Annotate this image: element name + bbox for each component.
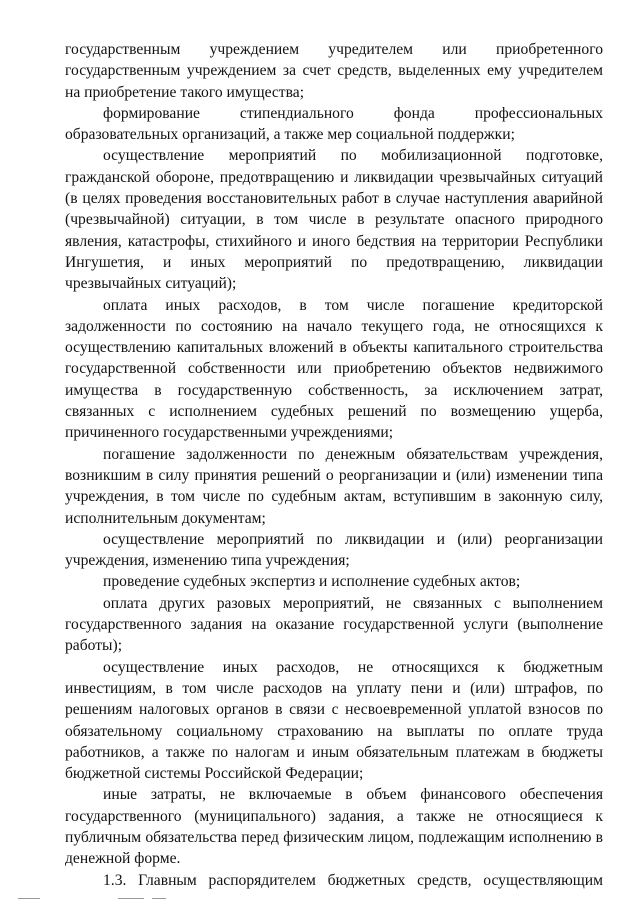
scan-edge-mark bbox=[152, 898, 166, 899]
paragraph-other-expenses: оплата иных расходов, в том числе погашение кредиторской задолженности по состоянию на начало текущего года, не относящихся к осуществлению капитальных вложений в объекты капитального строительства государственной собственности или приобретению объектов недвижимого имущества в государственную собственность, за исключением затрат, связанных с исполнением судебных решений по возмещению ущерба, причиненного государственными учреждениями; bbox=[65, 296, 603, 442]
paragraph-debt-repayment: погашение задолженности по денежным обязательствам учреждения, возникшим в силу принятия решений о реорганизации и (или) изменении типа учреждения, в том числе по судебным актам, вступившим в законную силу, исполнительным документам; bbox=[65, 445, 603, 527]
scan-edge-mark bbox=[118, 898, 144, 899]
paragraph-one-time-events: оплата других разовых мероприятий, не связанных с выполнением государственного задания на оказание государственной услуги (выполнение работы); bbox=[65, 594, 603, 655]
section-1-3-heading: 1.3. Главным распорядителем бюджетных средств, осуществляющим bbox=[103, 871, 603, 889]
paragraph-other-costs: иные затраты, не включаемые в объем финансового обеспечения государственного (муниципального) задания, а также не относящиеся к публичным обязательства перед физическим лицом, подлежащим исполнению в денежной форме. bbox=[65, 786, 603, 868]
scan-edge-mark bbox=[18, 898, 40, 899]
document-body bbox=[65, 39, 603, 891]
paragraph-civil-defense: осуществление мероприятий по мобилизационной подготовке, гражданской обороне, предотвращению и ликвидации чрезвычайных ситуаций (в целях проведения восстановительных работ в случае наступления аварийной (чрезвычайной) ситуации, в том числе в результате опасного природного явления, катастрофы, стихийного и иного бедствия на территории Республики Ингушетия, и иных мероприятий по предотвращению, ликвидации чрезвычайных ситуаций); bbox=[65, 147, 603, 293]
paragraph-court-expertise: проведение судебных экспертиз и исполнение судебных актов; bbox=[103, 573, 521, 591]
paragraph-penalties-taxes: осуществление иных расходов, не относящихся к бюджетным инвестициям, в том числе расходов на уплату пени и (или) штрафов, по решениям налоговых органов в связи с несвоевременной уплатой взносов по обязательному социальному страхованию на выплаты по оплате труда работников, а также по налогам и иным обязательным платежам в бюджеты бюджетной системы Российской Федерации; bbox=[65, 658, 603, 783]
paragraph-acquired-property: государственным учреждением учредителем или приобретенного государственным учреждением за счет средств, выделенных ему учредителем на приобретение такого имущества; bbox=[65, 41, 603, 101]
paragraph-stipend-fund: формирование стипендиального фонда профессиональных образовательных организаций, а также мер социальной поддержки; bbox=[65, 104, 603, 144]
paragraph-liquidation: осуществление мероприятий по ликвидации и (или) реорганизации учреждения, изменению типа учреждения; bbox=[65, 530, 603, 570]
